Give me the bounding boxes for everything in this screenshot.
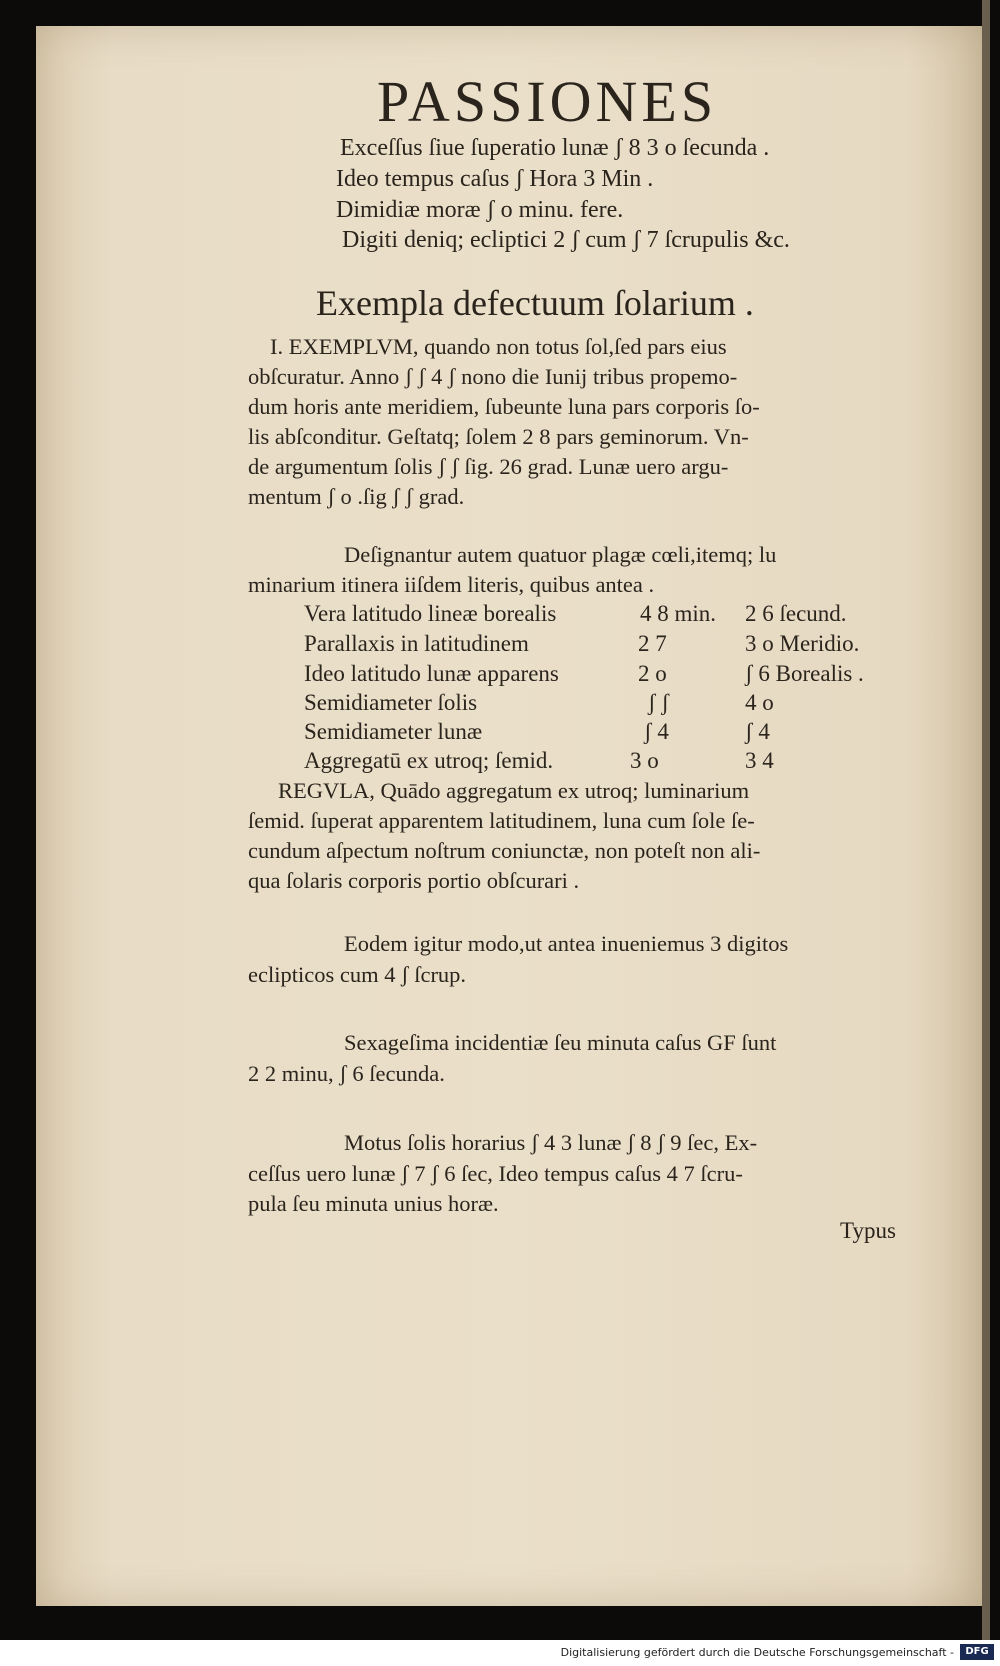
table-cell: 3 o Meridio. [745,631,860,656]
text-line: dum horis ante meridiem, ſubeunte luna pars corporis ſo- [248,394,760,419]
table-row-label: Aggregatū ex utroq; ſemid. [304,748,554,773]
table-cell: ʃ ʃ [648,690,670,715]
page-title: PASSIONES [377,69,718,134]
table-cell: 2 7 [638,631,667,656]
text-line: ſemid. ſuperat apparentem latitudinem, luna cum ſole ſe- [248,808,755,833]
table-cell: ʃ 4 [745,719,770,744]
summary-line: Ideo tempus caſus ʃ Hora 3 Min . [336,166,654,192]
summary-line: Dimidiæ moræ ʃ o minu. fere. [336,197,624,223]
dfg-logo: DFG [960,1644,994,1660]
text-line: Eodem igitur modo,ut antea inueniemus 3 digitos [344,931,789,956]
footer-credit: Digitalisierung gefördert durch die Deutsche Forschungsgemeinschaft - [560,1646,954,1659]
table-cell: 2 o [638,661,667,686]
text-line: minarium itinera iiſdem literis, quibus antea . [248,572,655,597]
summary-line: Exceſſus ſiue ſuperatio lunæ ʃ 8 3 o ſecunda . [340,135,770,161]
catchword: Typus [840,1218,896,1243]
table-row-label: Semidiameter lunæ [304,719,483,744]
text-line: ceſſus uero lunæ ʃ 7 ʃ 6 ſec, Ideo tempus caſus 4 7 ſcru- [248,1161,743,1186]
text-line: 2 2 minu, ʃ 6 ſecunda. [248,1061,445,1086]
text-line: I. EXEMPLVM, quando non totus ſol,ſed pars eius [270,334,727,359]
text-line: lis abſconditur. Geſtatq; ſolem 2 8 pars geminorum. Vn- [248,424,749,449]
table-cell: 4 o [745,690,774,715]
section-heading: Exempla defectuum ſolarium . [316,283,754,323]
table-cell: 4 8 min. [640,601,717,626]
table-row-label: Semidiameter ſolis [304,690,478,715]
text-line: REGVLA, Quādo aggregatum ex utroq; luminarium [278,778,750,803]
text-line: Deſignantur autem quatuor plagæ cœli,itemq; lu [344,542,777,567]
table-cell: ʃ 4 [644,719,669,744]
text-line: Sexageſima incidentiæ ſeu minuta caſus GF ſunt [344,1030,777,1055]
text-line: obſcuratur. Anno ʃ ʃ 4 ʃ nono die Iunij tribus propemo- [248,364,738,389]
page-edge [982,0,990,1640]
table-cell: 3 o [630,748,659,773]
text-line: pula ſeu minuta unius horæ. [248,1191,499,1216]
table-row-label: Vera latitudo lineæ borealis [304,601,557,626]
summary-line: Digiti deniq; ecliptici 2 ʃ cum ʃ 7 ſcrupulis &c. [342,227,790,253]
footer-bar [0,1640,1000,1666]
text-line: de argumentum ſolis ʃ ʃ ſig. 26 grad. Lunæ uero argu- [248,454,729,479]
text-line: cundum aſpectum noſtrum coniunctæ, non poteſt non ali- [248,838,761,863]
text-line: qua ſolaris corporis portio obſcurari . [248,868,580,893]
text-line: mentum ʃ o .ſig ʃ ʃ grad. [248,484,465,509]
table-row-label: Parallaxis in latitudinem [304,631,529,656]
table-cell: ʃ 6 Borealis . [745,661,864,686]
text-line: eclipticos cum 4 ʃ ſcrup. [248,962,467,987]
table-row-label: Ideo latitudo lunæ apparens [304,661,559,686]
table-cell: 2 6 ſecund. [745,601,847,626]
text-line: Motus ſolis horarius ʃ 4 3 lunæ ʃ 8 ʃ 9 ſec, Ex- [344,1130,758,1155]
table-cell: 3 4 [745,748,774,773]
